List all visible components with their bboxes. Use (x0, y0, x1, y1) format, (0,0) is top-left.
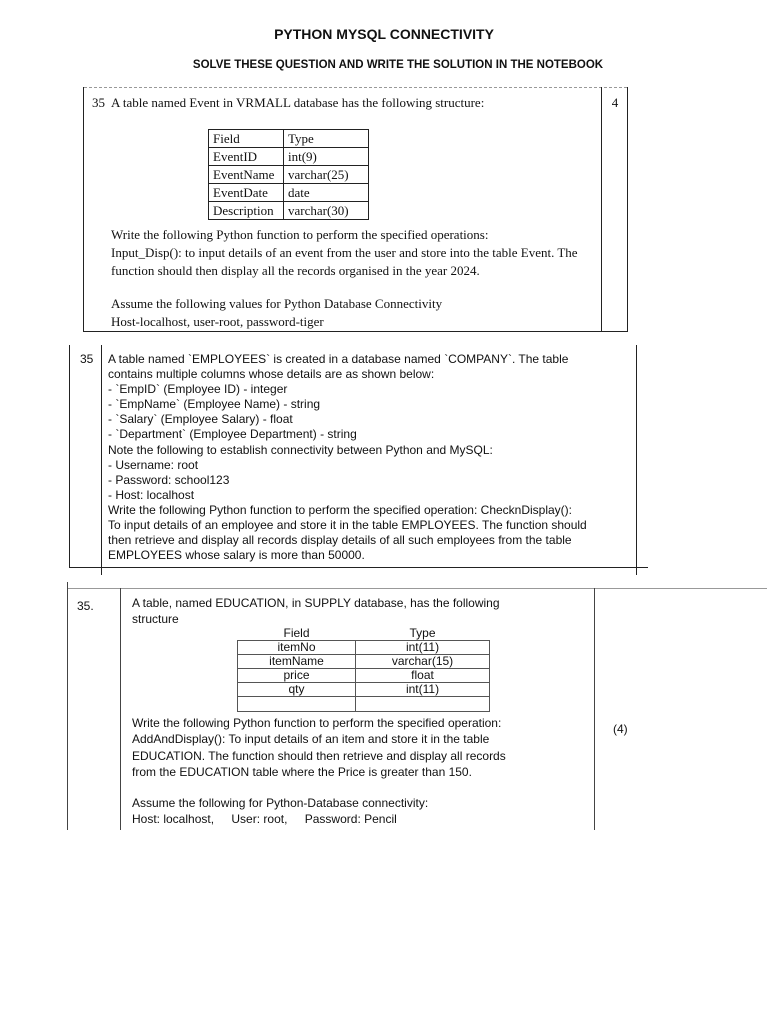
divider (601, 87, 602, 331)
question-marks: (4) (613, 722, 628, 736)
table-cell: EventDate (209, 184, 284, 202)
text-line: Assume the following values for Python Database Connectivity (111, 296, 443, 311)
text-line: from the EDUCATION table where the Price is greater than 150. (132, 764, 472, 779)
table-row (209, 148, 369, 166)
connectivity-note (132, 795, 587, 828)
text-line: - Host: localhost (108, 487, 195, 502)
text-line: then retrieve and display all records display details of all such employees from the table (108, 533, 572, 548)
question-1-box (83, 87, 628, 332)
text-line: - `Salary` (Employee Salary) - float (108, 412, 293, 427)
divider (594, 588, 595, 830)
text-line: Write the following Python function to perform the specified operation: ChecknDisplay(): (108, 502, 573, 517)
table-cell: int(11) (356, 641, 490, 655)
table-cell: EventName (209, 166, 284, 184)
text-line: - `EmpName` (Employee Name) - string (108, 397, 321, 412)
text-line: To input details of an employee and store it in the table EMPLOYEES. The function should (108, 518, 587, 533)
structure-table (237, 626, 490, 712)
question-number: 35 (92, 95, 105, 110)
divider (101, 345, 102, 575)
text-line: AddAndDisplay(): To input details of an item and store it in the table (132, 732, 490, 747)
question-intro (132, 596, 572, 627)
question-2-box (69, 345, 638, 568)
page-title: PYTHON MYSQL CONNECTIVITY (274, 26, 494, 42)
divider (70, 567, 648, 568)
text-line: Input_Disp(): to input details of an event from the user and store into the table Event. The (111, 245, 578, 260)
connectivity-note (111, 295, 596, 331)
question-intro: A table named Event in VRMALL database has the following structure: (111, 95, 485, 110)
table-cell: qty (238, 683, 356, 697)
table-header-cell: Type (409, 626, 436, 640)
table-cell: Description (209, 202, 284, 220)
table-header-row (238, 626, 490, 641)
host-value: Host: localhost, (132, 812, 215, 827)
table-row (238, 683, 490, 697)
page-subtitle: SOLVE THESE QUESTION AND WRITE THE SOLUTION IN THE NOTEBOOK (192, 59, 604, 71)
question-number: 35. (77, 599, 94, 613)
divider (120, 588, 121, 830)
text-line: - Username: root (108, 457, 199, 472)
table-cell: varchar(30) (284, 202, 369, 220)
table-cell: int(9) (284, 148, 369, 166)
text-line: function should then display all the records organised in the year 2024. (111, 263, 480, 278)
table-header-row (209, 130, 369, 148)
structure-table (208, 129, 369, 220)
text-line: - `EmpID` (Employee ID) - integer (108, 382, 288, 397)
divider (84, 87, 627, 88)
text-line: Assume the following for Python-Database connectivity: (132, 796, 429, 810)
text-line: EDUCATION. The function should then retrieve and display all records (132, 748, 506, 763)
table-cell (238, 697, 356, 712)
text-line: Host-localhost, user-root, password-tiger (111, 314, 324, 329)
table-cell (356, 697, 490, 712)
table-header-cell: Field (209, 130, 284, 148)
table-cell: int(11) (356, 683, 490, 697)
table-row (209, 184, 369, 202)
text-line: A table, named EDUCATION, in SUPPLY database, has the following (132, 596, 500, 610)
divider (636, 345, 637, 575)
table-cell: date (284, 184, 369, 202)
text-line: A table named `EMPLOYEES` is created in a database named `COMPANY`. The table (108, 352, 569, 366)
text-line: Note the following to establish connectivity between Python and MySQL: (108, 442, 493, 457)
divider (67, 582, 68, 830)
table-row (209, 166, 369, 184)
table-cell: price (238, 669, 356, 683)
text-line: - Password: school123 (108, 472, 230, 487)
question-text (132, 715, 587, 780)
question-text (111, 226, 596, 280)
question-text (108, 352, 633, 563)
table-row (238, 655, 490, 669)
table-cell: float (356, 669, 490, 683)
table-cell: EventID (209, 148, 284, 166)
table-row (209, 202, 369, 220)
text-line: Write the following Python function to perform the specified operations: (111, 227, 489, 242)
table-cell: varchar(15) (356, 655, 490, 669)
text-line: contains multiple columns whose details are as shown below: (108, 367, 435, 382)
question-3-box (67, 582, 767, 830)
table-header-cell: Type (284, 130, 369, 148)
text-line: - `Department` (Employee Department) - string (108, 427, 357, 442)
table-row (238, 669, 490, 683)
text-line: structure (132, 611, 179, 626)
table-row (238, 641, 490, 655)
text-line (132, 811, 587, 827)
table-header-cell: Field (283, 626, 310, 640)
table-cell: itemName (238, 655, 356, 669)
table-cell: varchar(25) (284, 166, 369, 184)
password-value: Password: Pencil (304, 812, 397, 827)
table-cell: itemNo (238, 641, 356, 655)
text-line: EMPLOYEES whose salary is more than 50000. (108, 548, 365, 563)
divider (67, 588, 767, 589)
question-number: 35 (80, 352, 94, 366)
user-value: User: root, (231, 812, 288, 827)
text-line: Write the following Python function to perform the specified operation: (132, 716, 502, 730)
table-row (238, 697, 490, 712)
question-marks: 4 (611, 95, 619, 110)
